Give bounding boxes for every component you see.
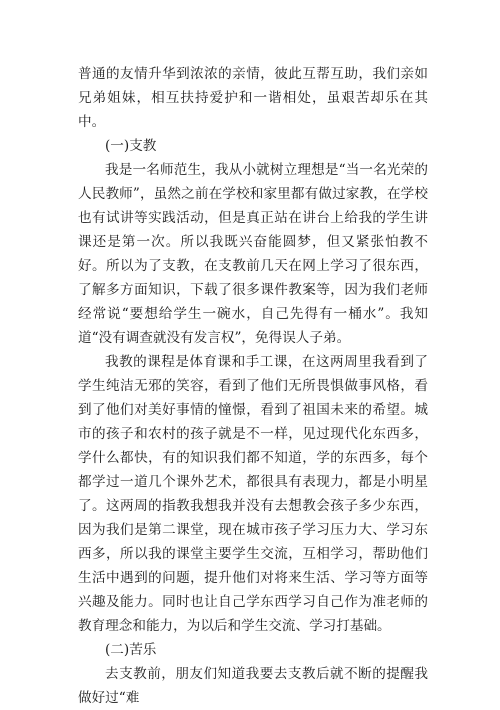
paragraph-teaching-courses: 我教的课程是体育课和手工课，在这两周里我看到了学生纯洁无邪的笑容，看到了他们无所畏惧做事风格，看到了他们对美好事情的憧憬，看到了祖国未来的希望。城市的孩子和农村的孩子就是不一样，见过现代化东西多，学什么都快，有的知识我们都不知道，学的东西多，每个都学过一道几个课外艺术，都很具有表现力，都是小明星了。这两周的指教我想我并没有去想教会孩子多少东西，因为我们是第二课堂，现在城市孩子学习压力大、学习东西多，所以我的课堂主要学生交流，互相学习，帮助他们生活中遇到的问题，提升他们对将来生活、学习等方面等兴趣及能力。同时也让自己学东西学习自己作为准老师的教育理念和能力，为以后和学生交流、学习打基础。 <box>78 354 428 634</box>
paragraph-hardship-intro: 去支教前，朋友们知道我要去支教后就不断的提醒我做好过“难 <box>78 666 428 706</box>
section-heading-hardship: (二)苦乐 <box>105 642 157 658</box>
section-heading-teaching: (一)支教 <box>105 138 157 154</box>
paragraph-teaching-intro: 我是一名师范生，我从小就树立理想是“当一名光荣的人民教师”，虽然之前在学校和家里都有做过家教，在学校也有试讲等实践活动，但是真正站在讲台上给我的学生讲课还是第一次。所以我既兴奋能圆梦，但又紧张怕教不好。所以为了支教，在支教前几天在网上学习了很东西，了解多方面知识，下载了很多课件教案等，因为我们老师经常说“要想给学生一碗水，自己先得有一桶水”。我知道“没有调查就没有发言权”，免得误人子弟。 <box>78 162 428 346</box>
paragraph-continued: 普通的友情升华到浓浓的亲情，彼此互帮互助，我们亲如兄弟姐妹，相互扶持爱护和一谐相处，虽艰苦却乐在其中。 <box>78 66 428 130</box>
document-body <box>78 62 428 710</box>
